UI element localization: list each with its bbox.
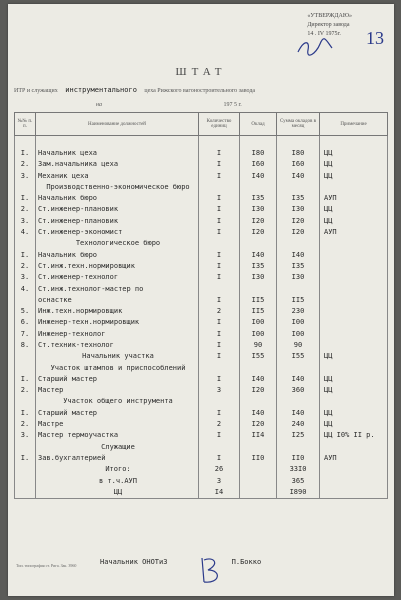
cell-sum: 365 [277, 475, 320, 486]
cell-note [320, 249, 388, 260]
cell-note: ЦЦ [320, 170, 388, 181]
cell-note: ЦЦ [320, 215, 388, 226]
cell-quantity: I [199, 430, 240, 441]
cell-note [320, 294, 388, 305]
cell-note [320, 486, 388, 498]
cell-salary: I40 [240, 170, 277, 181]
cell-sum: I40 [277, 249, 320, 260]
cell-sum: I55 [277, 351, 320, 362]
table-row [15, 249, 388, 260]
cell-sum: I20 [277, 215, 320, 226]
cell-position: Старший мастер [36, 407, 199, 418]
cell-number: 2. [15, 260, 36, 271]
cell-quantity [199, 441, 240, 452]
cell-number: 2. [15, 159, 36, 170]
cell-position: в т.ч.АУП [36, 475, 199, 486]
approval-block [307, 12, 352, 39]
cell-sum: I40 [277, 407, 320, 418]
header-line [14, 86, 388, 94]
cell-note [320, 283, 388, 294]
cell-sum: I40 [277, 170, 320, 181]
cell-quantity: I [199, 215, 240, 226]
table-row [15, 204, 388, 215]
cell-sum: I80 [277, 147, 320, 158]
cell-quantity: I4 [199, 486, 240, 498]
cell-position: Производственно-экономическое бюро [36, 181, 199, 192]
cell-sum: II5 [277, 294, 320, 305]
approval-date: 14 . IV 1975г. [307, 31, 341, 37]
table-row [15, 238, 388, 249]
cell-note: ЦЦ [320, 385, 388, 396]
cell-position: Итого: [36, 464, 199, 475]
table-row [15, 464, 388, 475]
cell-salary: I20 [240, 418, 277, 429]
cell-number [15, 486, 36, 498]
cell-position: Зам.начальника цеха [36, 159, 199, 170]
cell-sum: I60 [277, 159, 320, 170]
handwritten-signature [198, 554, 224, 588]
cell-position: Начальник участка [36, 351, 199, 362]
cell-number: 8. [15, 339, 36, 350]
cell-quantity: I [199, 192, 240, 203]
cell-quantity: I [199, 294, 240, 305]
cell-note [320, 464, 388, 475]
signature-line [100, 558, 261, 566]
cell-position: Начальник бюро [36, 192, 199, 203]
cell-salary: II5 [240, 294, 277, 305]
cell-position: Механик цеха [36, 170, 199, 181]
table-row [15, 170, 388, 181]
cell-salary: I35 [240, 192, 277, 203]
cell-sum [277, 238, 320, 249]
header-suffix: цеха Рижского вагоностроительного завода [144, 88, 256, 94]
cell-quantity: I [199, 272, 240, 283]
col-salary: Оклад [240, 113, 277, 136]
cell-quantity [199, 396, 240, 407]
cell-salary [240, 475, 277, 486]
col-position: Наименование должностей [36, 113, 199, 136]
table-row [15, 272, 388, 283]
cell-number [15, 351, 36, 362]
cell-quantity: I [199, 204, 240, 215]
table-row [15, 181, 388, 192]
cell-salary: I00 [240, 317, 277, 328]
cell-salary: I30 [240, 204, 277, 215]
table-row [15, 351, 388, 362]
col-number: №№ п. п. [15, 113, 36, 136]
cell-salary: I35 [240, 260, 277, 271]
cell-position: ЦЦ [36, 486, 199, 498]
cell-number: 4. [15, 226, 36, 237]
cell-sum: II0 [277, 452, 320, 463]
cell-salary: II4 [240, 430, 277, 441]
cell-note [320, 181, 388, 192]
cell-salary [240, 441, 277, 452]
table-row [15, 373, 388, 384]
cell-quantity: I [199, 260, 240, 271]
cell-number: 2. [15, 385, 36, 396]
cell-sum [277, 283, 320, 294]
cell-quantity: 2 [199, 418, 240, 429]
cell-number [15, 136, 36, 148]
cell-salary: I20 [240, 226, 277, 237]
cell-quantity [199, 283, 240, 294]
table-row [15, 317, 388, 328]
cell-salary: 90 [240, 339, 277, 350]
cell-number: 6. [15, 317, 36, 328]
cell-position: Начальник бюро [36, 249, 199, 260]
cell-position: Ст.инженер-технолог [36, 272, 199, 283]
cell-sum: 240 [277, 418, 320, 429]
cell-number: I. [15, 249, 36, 260]
cell-note: ЦЦ [320, 418, 388, 429]
cell-note [320, 260, 388, 271]
cell-number: 3. [15, 215, 36, 226]
cell-position: Инженер-технолог [36, 328, 199, 339]
cell-note [320, 317, 388, 328]
cell-note: ЦЦ [320, 147, 388, 158]
cell-quantity: I [199, 351, 240, 362]
printer-note: Тип. типография ст. Рига. Зак. 3960 [16, 563, 77, 568]
cell-note: АУП [320, 452, 388, 463]
cell-sum [277, 181, 320, 192]
cell-quantity: I [199, 159, 240, 170]
cell-quantity: I [199, 452, 240, 463]
cell-note [320, 272, 388, 283]
table-row [15, 430, 388, 441]
header-dept: инструментального [65, 86, 137, 94]
cell-salary: I55 [240, 351, 277, 362]
col-note: Примечание [320, 113, 388, 136]
cell-note: АУП [320, 226, 388, 237]
header-on: на [96, 102, 102, 108]
director-signature [296, 38, 334, 56]
cell-salary: II5 [240, 305, 277, 316]
signer-title: Начальник ОНОТиЗ [100, 558, 168, 566]
cell-position: Мастер [36, 385, 199, 396]
cell-note [320, 475, 388, 486]
cell-position: оснастке [36, 294, 199, 305]
cell-position: Ст.инженер-плановик [36, 215, 199, 226]
approval-director: Директор завода [307, 22, 350, 28]
table-row [15, 159, 388, 170]
cell-sum: I20 [277, 226, 320, 237]
table-row [15, 418, 388, 429]
cell-position: Мастер термоучастка [36, 430, 199, 441]
cell-number: I. [15, 407, 36, 418]
cell-position: Мастре [36, 418, 199, 429]
cell-quantity: I [199, 226, 240, 237]
cell-sum: 230 [277, 305, 320, 316]
cell-position: Участок штампов и приспособлений [36, 362, 199, 373]
cell-sum: I40 [277, 373, 320, 384]
table-row [15, 452, 388, 463]
cell-sum [277, 136, 320, 148]
cell-quantity [199, 238, 240, 249]
cell-sum: I25 [277, 430, 320, 441]
cell-number [15, 396, 36, 407]
cell-salary [240, 283, 277, 294]
header-prefix: ИТР и служащих [14, 88, 58, 94]
table-row [15, 385, 388, 396]
cell-salary [240, 486, 277, 498]
cell-position: Инженер-техн.нормировщик [36, 317, 199, 328]
cell-quantity [199, 181, 240, 192]
table-row [15, 396, 388, 407]
cell-salary [240, 136, 277, 148]
cell-quantity: 26 [199, 464, 240, 475]
table-row [15, 305, 388, 316]
cell-position: Ст.инж.техн.нормировщик [36, 260, 199, 271]
cell-salary: I30 [240, 272, 277, 283]
cell-position: Ст.техник-технолог [36, 339, 199, 350]
cell-salary: I80 [240, 147, 277, 158]
cell-salary: II0 [240, 452, 277, 463]
cell-number: I. [15, 192, 36, 203]
cell-quantity: I [199, 170, 240, 181]
header-date-line [96, 102, 242, 108]
cell-note: ЦЦ [320, 159, 388, 170]
signer-name: П.Бокко [231, 558, 262, 566]
cell-number: 3. [15, 430, 36, 441]
cell-position: Технологическое бюро [36, 238, 199, 249]
cell-salary [240, 464, 277, 475]
cell-salary: I20 [240, 215, 277, 226]
approval-title: «УТВЕРЖДАЮ» [307, 13, 352, 19]
cell-sum: 90 [277, 339, 320, 350]
cell-salary: I40 [240, 407, 277, 418]
table-row [15, 339, 388, 350]
cell-note [320, 328, 388, 339]
cell-position: Зав.бухгалтерией [36, 452, 199, 463]
cell-position: Начальник цеха [36, 147, 199, 158]
cell-note [320, 339, 388, 350]
cell-quantity: 2 [199, 305, 240, 316]
cell-sum: 360 [277, 385, 320, 396]
cell-sum: I35 [277, 260, 320, 271]
cell-sum: I00 [277, 317, 320, 328]
cell-quantity: 3 [199, 475, 240, 486]
staff-table [14, 112, 388, 499]
cell-quantity: I [199, 339, 240, 350]
cell-position: Участок общего инструмента [36, 396, 199, 407]
cell-quantity: I [199, 147, 240, 158]
cell-quantity: 3 [199, 385, 240, 396]
cell-salary [240, 238, 277, 249]
cell-quantity: I [199, 249, 240, 260]
cell-note: ЦЦ I0% II р. [320, 430, 388, 441]
cell-number: 2. [15, 204, 36, 215]
cell-note: ЦЦ [320, 407, 388, 418]
cell-number: 2. [15, 418, 36, 429]
cell-quantity: I [199, 407, 240, 418]
cell-salary [240, 396, 277, 407]
cell-sum: I00 [277, 328, 320, 339]
cell-sum [277, 441, 320, 452]
cell-number [15, 441, 36, 452]
table-row [15, 192, 388, 203]
table-row [15, 260, 388, 271]
cell-number: 4. [15, 283, 36, 294]
cell-salary [240, 362, 277, 373]
table-row [15, 226, 388, 237]
cell-sum [277, 362, 320, 373]
cell-salary: I00 [240, 328, 277, 339]
table-row [15, 283, 388, 294]
cell-quantity [199, 362, 240, 373]
cell-number [15, 464, 36, 475]
page-number: 13 [366, 28, 384, 48]
cell-sum: I30 [277, 204, 320, 215]
table-row [15, 441, 388, 452]
cell-note [320, 238, 388, 249]
cell-note [320, 136, 388, 148]
table-row [15, 136, 388, 148]
cell-number [15, 238, 36, 249]
cell-position: Инж.техн.нормировщик [36, 305, 199, 316]
cell-salary: I40 [240, 249, 277, 260]
header-year: 197 5 г. [223, 102, 242, 108]
cell-note [320, 305, 388, 316]
cell-sum [277, 396, 320, 407]
cell-number: I. [15, 373, 36, 384]
cell-number: 3. [15, 170, 36, 181]
table-row [15, 407, 388, 418]
cell-note [320, 362, 388, 373]
cell-quantity [199, 136, 240, 148]
cell-position: Ст.инж.технолог-мастер по [36, 283, 199, 294]
cell-number: I. [15, 147, 36, 158]
cell-note [320, 396, 388, 407]
cell-quantity: I [199, 373, 240, 384]
cell-number: 3. [15, 272, 36, 283]
cell-number [15, 294, 36, 305]
table-row [15, 486, 388, 498]
cell-position: Служащие [36, 441, 199, 452]
cell-salary: I20 [240, 385, 277, 396]
col-sum: Сумма окладов в месяц [277, 113, 320, 136]
cell-position: Старший мастер [36, 373, 199, 384]
cell-quantity: I [199, 317, 240, 328]
cell-note: АУП [320, 192, 388, 203]
table-row [15, 294, 388, 305]
cell-note: ЦЦ [320, 373, 388, 384]
cell-number [15, 181, 36, 192]
cell-position: Ст.инженер-экономист [36, 226, 199, 237]
cell-salary: I60 [240, 159, 277, 170]
table-row [15, 215, 388, 226]
cell-sum: 33I0 [277, 464, 320, 475]
cell-number: 5. [15, 305, 36, 316]
table-row [15, 362, 388, 373]
table-row [15, 328, 388, 339]
cell-number [15, 362, 36, 373]
cell-sum: I35 [277, 192, 320, 203]
cell-note: ЦЦ [320, 351, 388, 362]
table-row [15, 147, 388, 158]
cell-salary [240, 181, 277, 192]
cell-sum: I890 [277, 486, 320, 498]
cell-note: ЦЦ [320, 204, 388, 215]
cell-note [320, 441, 388, 452]
cell-quantity: I [199, 328, 240, 339]
table-row [15, 475, 388, 486]
col-quantity: Количество единиц [199, 113, 240, 136]
cell-position: Ст.инженер-плановик [36, 204, 199, 215]
cell-sum: I30 [277, 272, 320, 283]
cell-number: I. [15, 452, 36, 463]
cell-salary: I40 [240, 373, 277, 384]
cell-position [36, 136, 199, 148]
cell-number: 7. [15, 328, 36, 339]
cell-number [15, 475, 36, 486]
document-page [8, 4, 394, 596]
document-title: ШТАТ [175, 66, 227, 78]
